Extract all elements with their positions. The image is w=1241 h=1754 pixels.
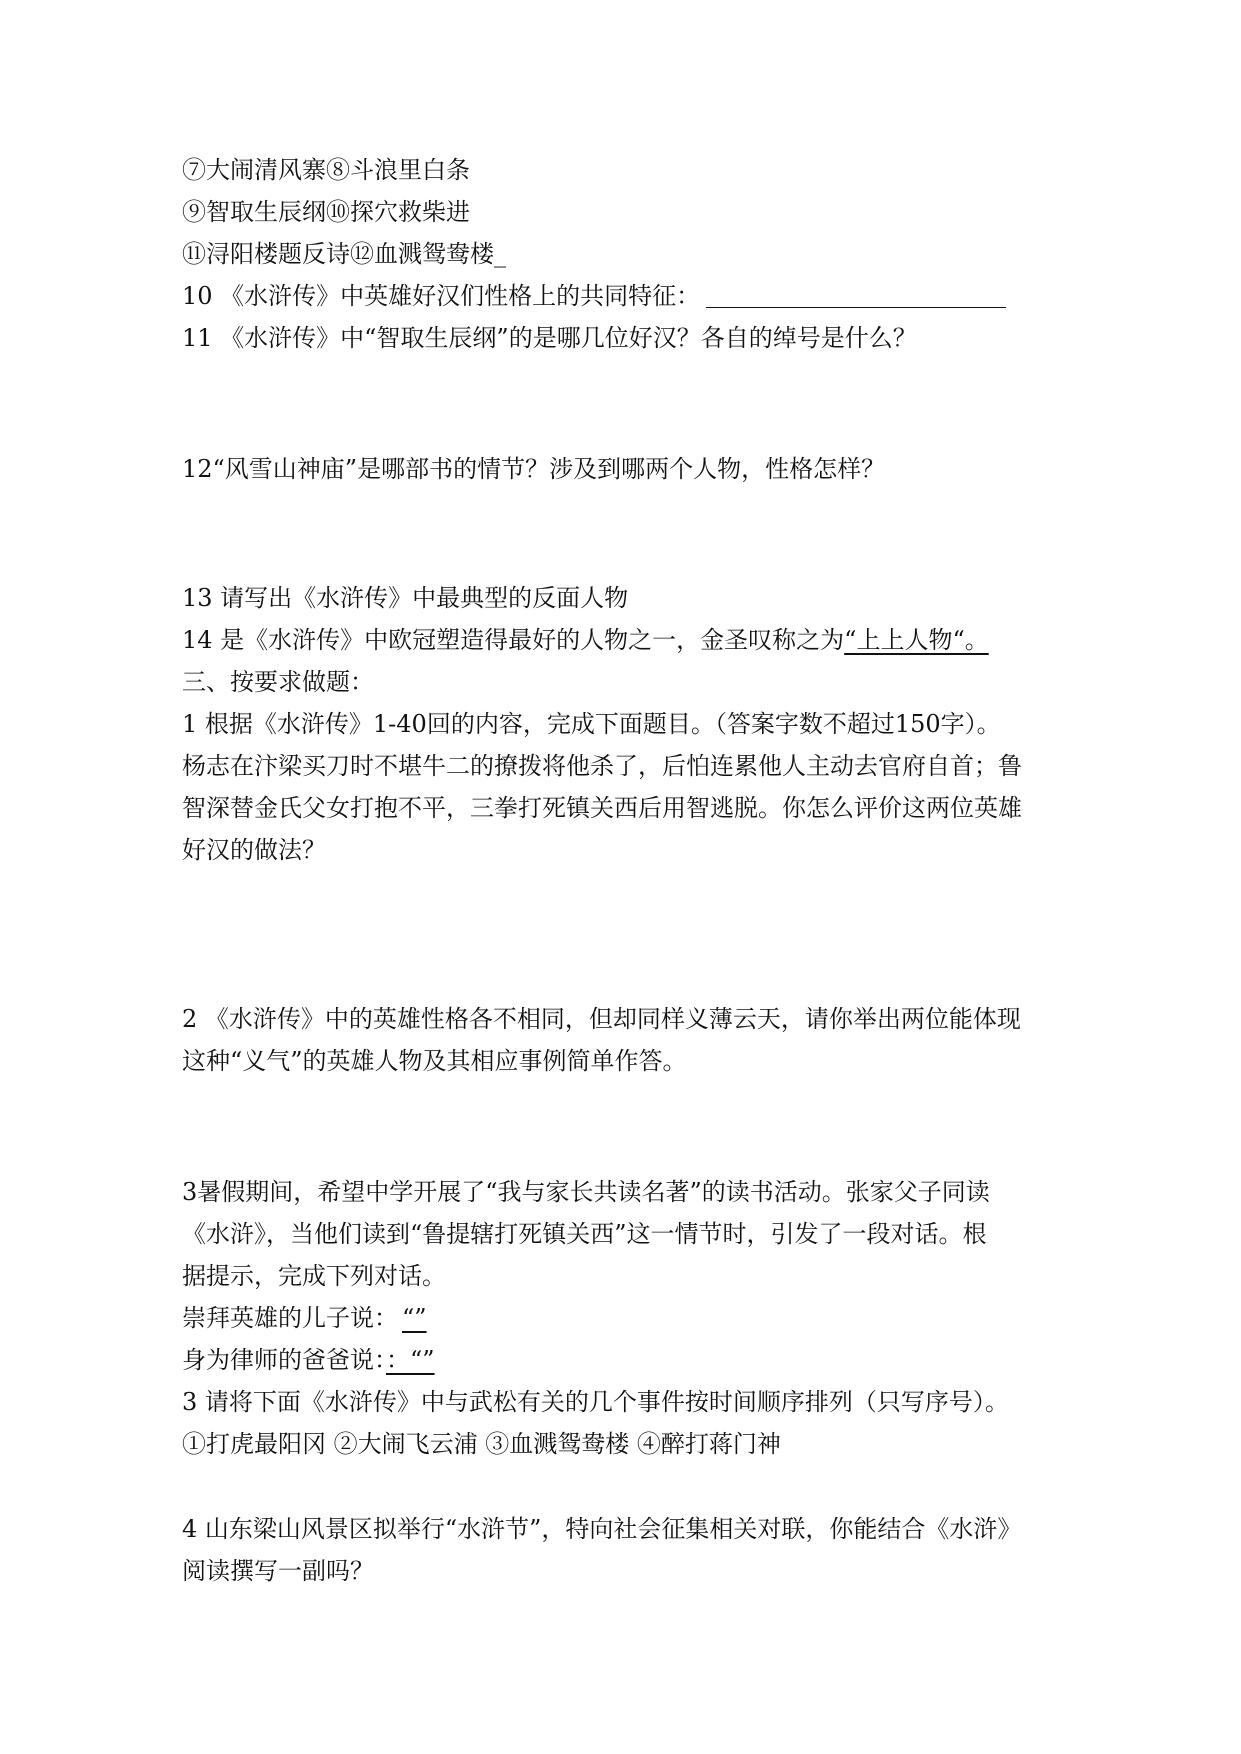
question-10-text: 10 《水浒传》中英雄好汉们性格上的共同特征： (182, 282, 701, 310)
son-label: 崇拜英雄的儿子说： (182, 1304, 398, 1332)
problem-3-line-2: 《水浒》，当他们读到“鲁提辖打死镇关西”这一情节时，引发了一段对话。根 (182, 1220, 987, 1248)
problem-4-line-1: 4 山东梁山风景区拟举行“水浒节”，特向社会征集相关对联，你能结合《水浒》 (182, 1515, 1022, 1543)
question-11: 11 《水浒传》中“智取生辰纲”的是哪几位好汉？各自的绰号是什么？ (182, 324, 917, 352)
question-12: 12“风雪山神庙”是哪部书的情节？涉及到哪两个人物，性格怎样？ (182, 455, 886, 483)
problem-1-line-2: 杨志在汴梁买刀时不堪牛二的撩拨将他杀了，后怕连累他人主动去官府自首；鲁 (182, 752, 1022, 780)
problem-3b-line-2: ①打虎最阳冈 ②大闹飞云浦 ③血溅鸳鸯楼 ④醉打蒋门神 (182, 1430, 781, 1458)
father-dialogue (182, 1342, 443, 1378)
list-item-9-10: ⑨智取生辰纲⑩探穴救柴进 (182, 198, 470, 226)
problem-3-line-3: 据提示，完成下列对话。 (182, 1262, 446, 1290)
son-dialogue (182, 1300, 435, 1336)
section-heading: 三、按要求做题： (182, 668, 374, 696)
problem-1-line-4: 好汉的做法？ (182, 836, 326, 864)
underlined-quote: “上上人物“。 (844, 626, 989, 654)
problem-1-line-3: 智深替金氏父女打抱不平，三拳打死镇关西后用智逃脱。你怎么评价这两位英雄 (182, 794, 1022, 822)
problem-3b-line-1: 3 请将下面《水浒传》中与武松有关的几个事件按时间顺序排列（只写序号）。 (182, 1388, 1009, 1416)
question-14-text: 14 是《水浒传》中欧冠塑造得最好的人物之一，金圣叹称之为 (182, 626, 845, 654)
question-13: 13 请写出《水浒传》中最典型的反面人物 (182, 584, 629, 612)
problem-2-line-1: 2 《水浒传》中的英雄性格各不相同，但却同样义薄云天，请你举出两位能体现 (182, 1005, 1021, 1033)
father-quote: ：“” (386, 1346, 435, 1374)
answer-blank (706, 283, 1006, 308)
problem-2-line-2: 这种“义气”的英雄人物及其相应事例简单作答。 (182, 1047, 687, 1075)
question-14 (182, 622, 989, 658)
problem-3-line-1: 3暑假期间，希望中学开展了“我与家长共读名著”的读书活动。张家父子同读 (182, 1178, 990, 1206)
father-label: 身为律师的爸爸说： (182, 1346, 386, 1374)
list-item-7-8: ⑦大闹清风寨⑧斗浪里白条 (182, 156, 470, 184)
problem-1-line-1: 1 根据《水浒传》1-40回的内容，完成下面题目。（答案字数不超过150字）。 (182, 710, 1001, 738)
list-item-11-12: ⑪浔阳楼题反诗⑫血溅鸳鸯楼_ (182, 240, 506, 268)
problem-4-line-2: 阅读撰写一副吗？ (182, 1557, 374, 1585)
son-quote: “” (402, 1304, 427, 1332)
question-10 (182, 278, 1006, 314)
